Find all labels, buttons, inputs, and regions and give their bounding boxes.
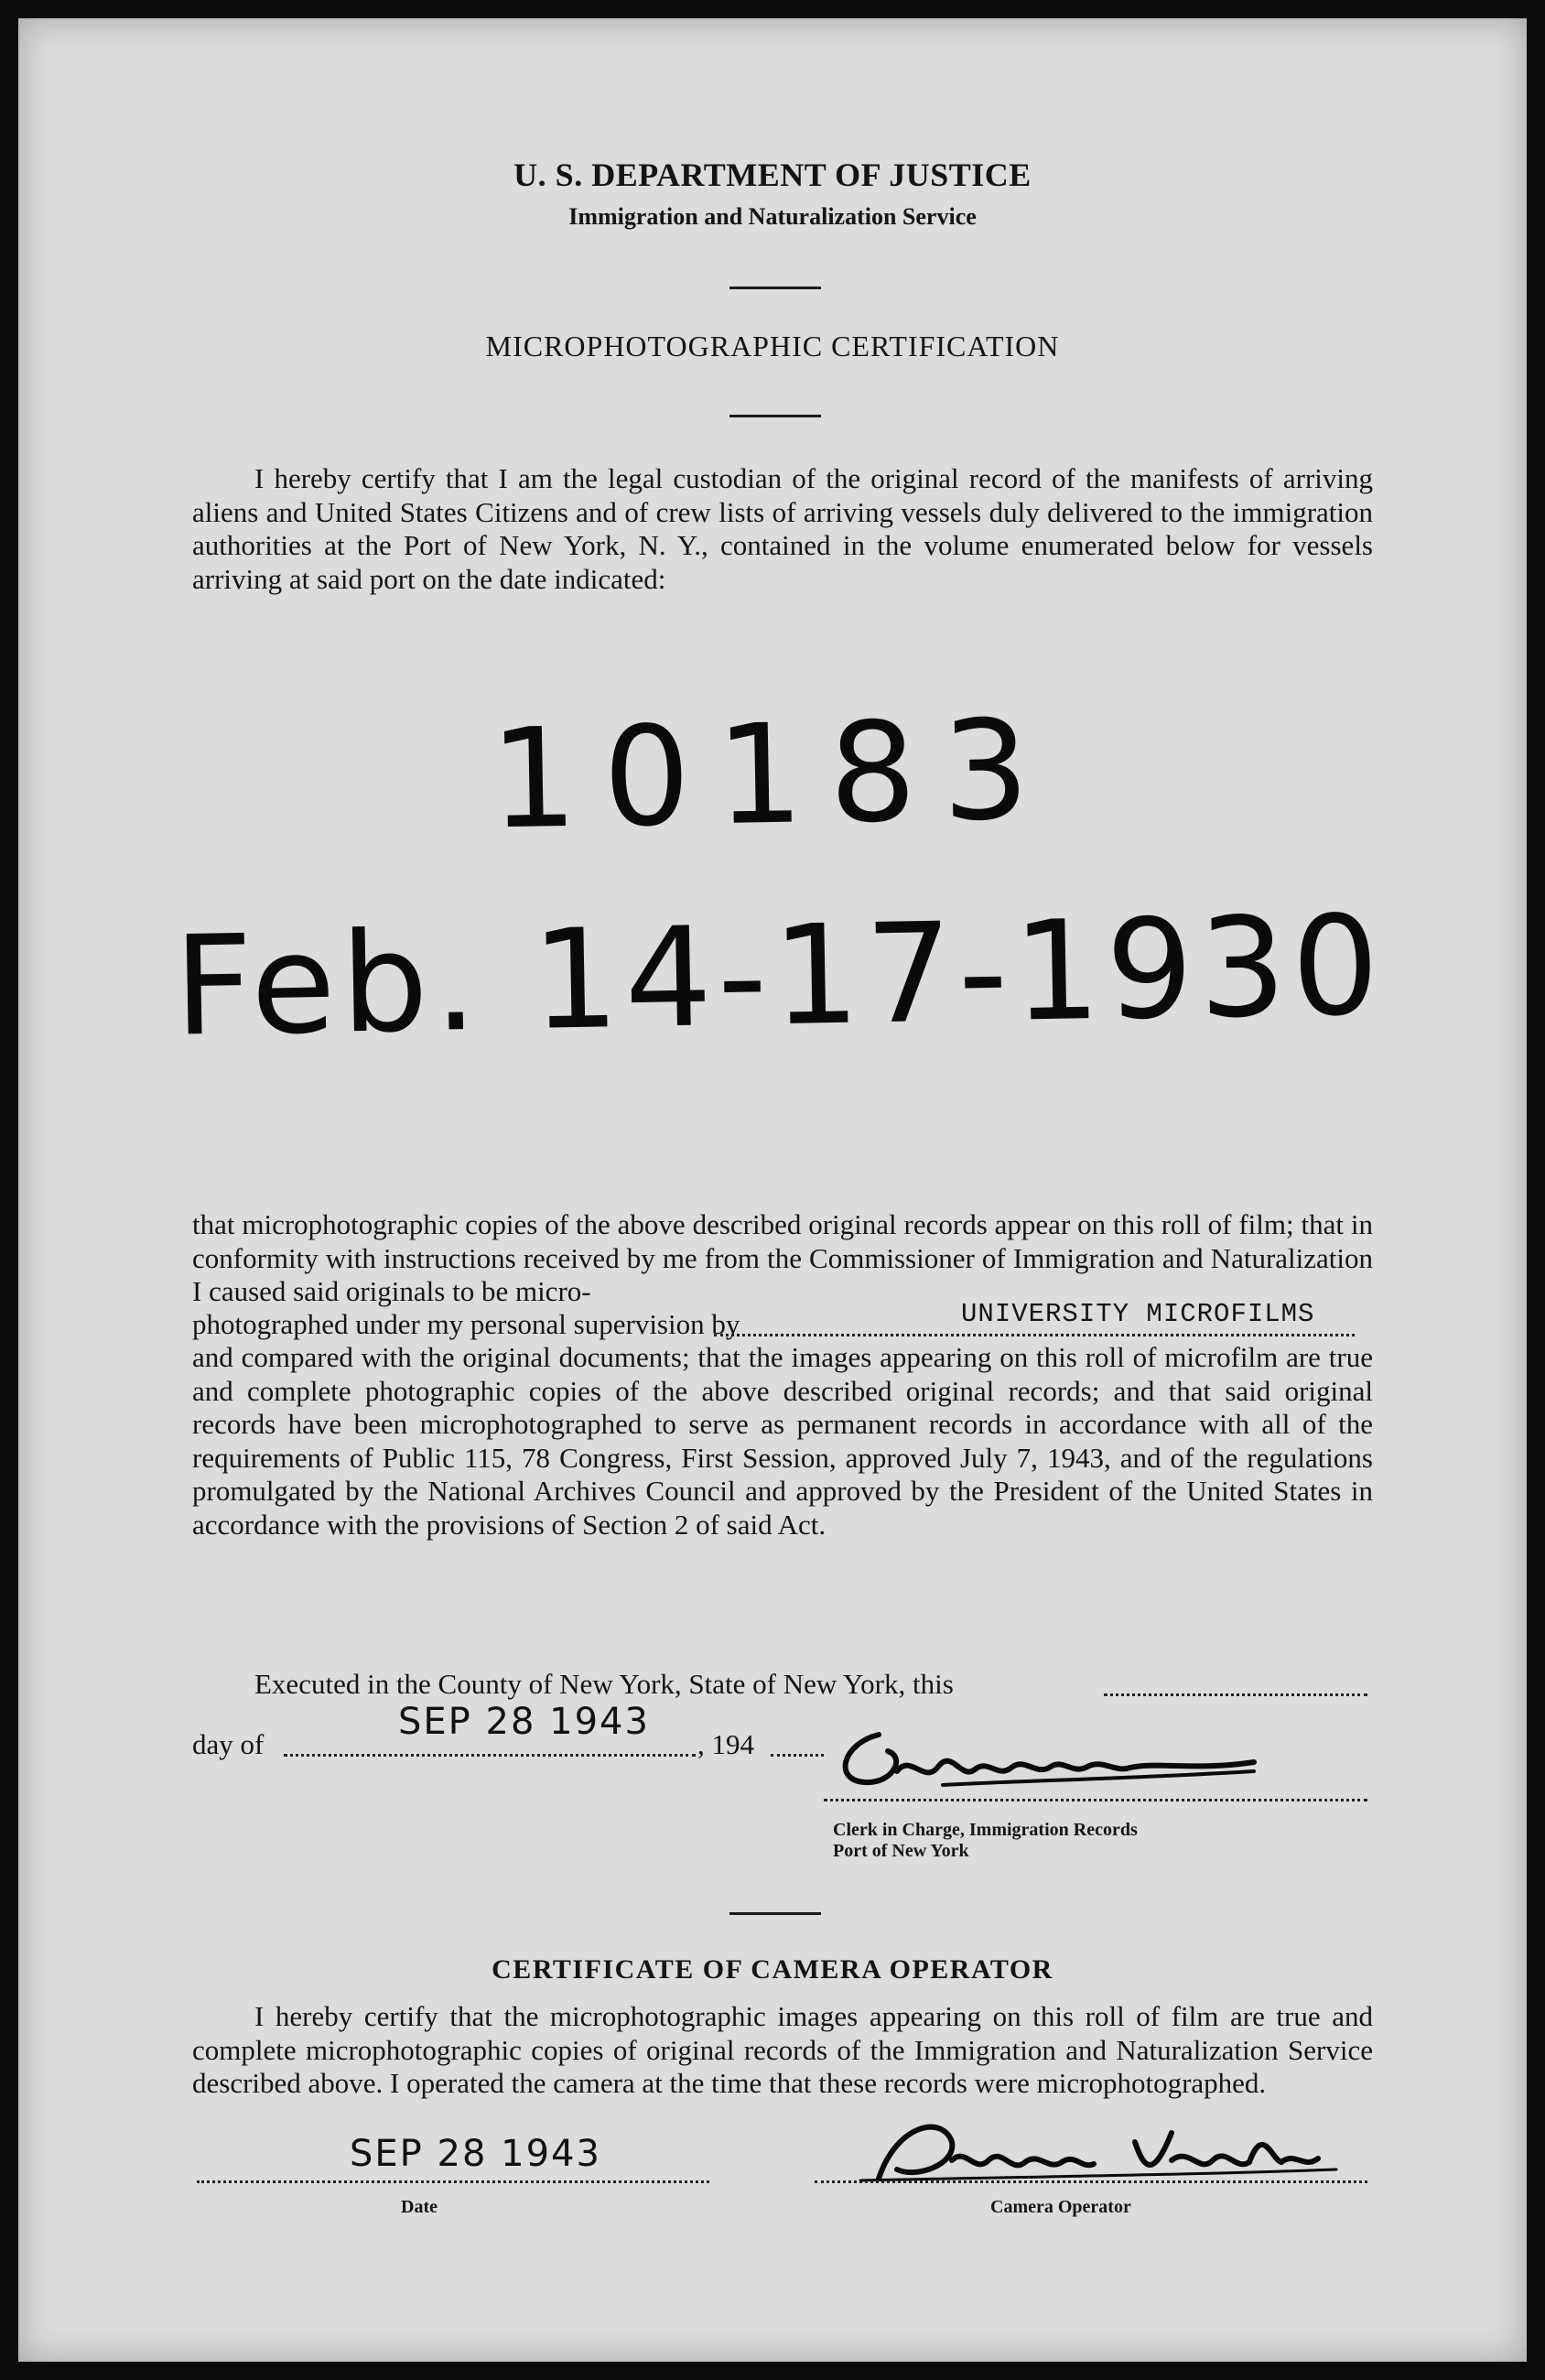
divider-top <box>729 287 821 289</box>
day-of-dotted-line <box>284 1754 696 1757</box>
intro-paragraph: I hereby certify that I am the legal custodian of the original record of the manifests of arriving aliens and United States Citizens and of crew lists of arriving vessels duly delivered to the immigration authorities at the Port of New York, N. Y., contained in the volume enumerated below for vessels arriving at said port on the date indicated: <box>192 462 1373 595</box>
body-paragraph-end: and compared with the original documents; that the images appearing on this roll of microfilm are true and complete photographic copies of the above described original records; and that said original records have been microphotographed to serve as permanent records in accordance with all of the requirements of Public 115, 78 Congress, First Session, approved July 7, 1943, and of the regulations promulgated by the National Archives Council and approved by the President of the United States in accordance with the provisions of Section 2 of said Act. <box>192 1341 1373 1541</box>
handwritten-volume-number: 10183 <box>488 690 1057 860</box>
handwritten-dates: Feb. 14-17-1930 <box>172 886 1387 1067</box>
certificate-document <box>18 18 1527 2362</box>
supervision-lead: photographed under my personal supervision by <box>192 1308 740 1340</box>
department-heading: U. S. DEPARTMENT OF JUSTICE <box>513 157 1032 193</box>
supervisor-dotted-line <box>714 1334 1355 1336</box>
service-subheading: Immigration and Naturalization Service <box>568 203 977 230</box>
supervisor-typed-name: UNIVERSITY MICROFILMS <box>961 1299 1315 1329</box>
date-dotted-line <box>197 2180 709 2183</box>
camera-certificate-text: I hereby certify that the microphotographic images appearing on this roll of film are true and complete microphotographic copies of original records of the Immigration and Naturalization Service described above. I operated the camera at the time that these records were microphotographed. <box>192 2000 1373 2099</box>
execution-date-stamp: SEP 28 1943 <box>398 1701 650 1743</box>
executed-day-dotted-line <box>1104 1693 1367 1696</box>
divider-camera-section <box>729 1912 821 1915</box>
clerk-location: Port of New York <box>833 1841 969 1861</box>
document-title: MICROPHOTOGRAPHIC CERTIFICATION <box>485 330 1060 362</box>
executed-line <box>254 1668 954 1701</box>
executed-text: Executed in the County of New York, State of New York, this <box>254 1668 954 1700</box>
year-dotted-line <box>771 1754 824 1757</box>
body-paragraph-start: that microphotographic copies of the above described original records appear on this roll of film; that in conformity with instructions received by me from the Commissioner of Immigration and Naturalization I caused said originals to be micro- <box>192 1208 1373 1307</box>
operator-dotted-line <box>815 2180 1367 2183</box>
camera-operator-signature <box>842 2105 1355 2206</box>
clerk-signature-line <box>824 1799 1367 1801</box>
camera-operator-label: Camera Operator <box>990 2197 1131 2217</box>
date-label: Date <box>401 2197 438 2217</box>
year-prefix: , 194 <box>697 1728 754 1760</box>
day-of-label: day of <box>192 1728 265 1760</box>
camera-date-stamp: SEP 28 1943 <box>350 2133 601 2175</box>
clerk-signature <box>824 1716 1300 1808</box>
camera-certificate-title: CERTIFICATE OF CAMERA OPERATOR <box>492 1954 1053 1985</box>
divider-under-title <box>729 415 821 417</box>
clerk-title: Clerk in Charge, Immigration Records <box>833 1820 1138 1840</box>
